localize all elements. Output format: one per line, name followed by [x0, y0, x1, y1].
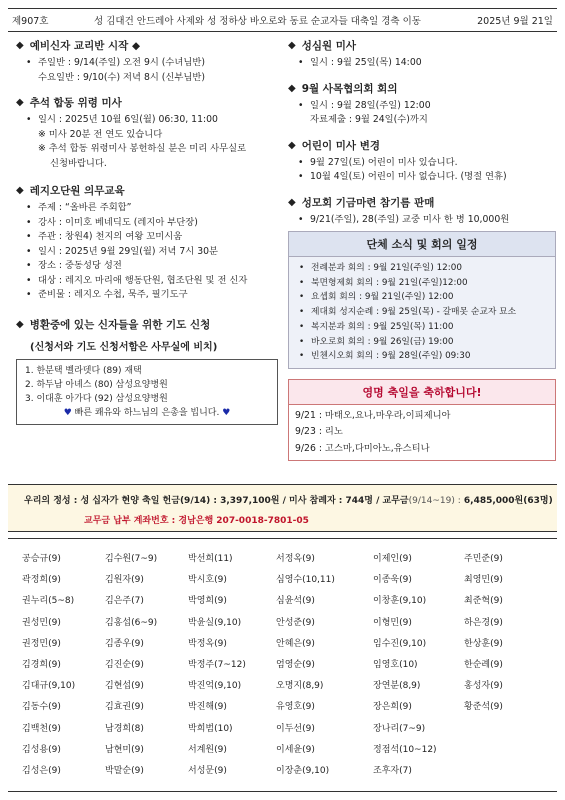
contributor-name: 홍성자(9) [464, 681, 503, 692]
list-item: • 9/21(주일), 28(주일) 교중 미사 한 병 10,000원 [298, 213, 556, 228]
list-item: • 요셉회 회의 : 9월 21일(주일) 12:00 [299, 290, 555, 305]
list-item: • 복지분과 회의 : 9월 25일(목) 11:00 [299, 320, 555, 335]
diamond-icon: ◆ [16, 185, 24, 196]
contributor-name: 김종우(9) [105, 638, 144, 649]
contributor-name: 최영민(9) [464, 575, 503, 586]
section-title-prayer: ◆ 병환중에 있는 신자들을 위한 기도 신청 [16, 318, 211, 331]
left-column [16, 38, 278, 425]
council-list [288, 99, 556, 114]
contributor-name: 이제인(9) [373, 554, 412, 564]
contributor-name: 김진순(9) [105, 659, 144, 670]
contributor-name: 정점석(10~12) [373, 744, 437, 755]
birthday-title: 영명 축일을 축하합니다! [289, 380, 555, 405]
list-item: • 빈첸시오회 회의 : 9월 28일(주일) 09:30 [299, 349, 555, 364]
list-item: • 주일반 : 9/14(주일) 오전 9시 (수녀님반) [26, 56, 278, 71]
birthday-row: 9/21 : 마태오,요나,마우라,이피제니아 [295, 409, 451, 421]
contributor-name: 김백천(9) [22, 723, 61, 734]
section-title-council: ◆ 9월 사목협의회 회의 [288, 82, 398, 95]
contributor-name: 조후자(7) [373, 765, 412, 776]
list-item: • 주관 : 창원4) 천지의 여왕 꼬미시움 [26, 230, 278, 245]
contributor-name: 이세윤(9) [276, 744, 315, 755]
contributor-name: 김은주(7) [105, 596, 144, 607]
contributor-name: 안혜은(9) [276, 638, 315, 649]
contributor-name: 이종욱(9) [373, 575, 412, 586]
fund-list [288, 213, 556, 228]
memorial-note: ※ 추석 합동 위령미사 봉헌하실 분은 미리 사무실로 [38, 143, 247, 154]
contributor-name: 박윤실(9,10) [188, 617, 242, 628]
contributor-name: 남현미(9) [105, 744, 144, 755]
diamond-icon: ◆ [288, 139, 296, 151]
account-number: 교무금 납부 계좌번호 : 경남은행 207-0018-7801-05 [84, 516, 309, 526]
diamond-icon: ◆ [16, 318, 24, 330]
contributor-name: 박말순(9) [105, 765, 144, 776]
diamond-icon: ◆ [16, 40, 24, 51]
contributor-name: 임수진(9,10) [373, 638, 427, 649]
prayer-subtitle: (신청서와 기도 신청서함은 사무실에 비치) [30, 341, 218, 353]
contributor-name: 김성용(9) [22, 744, 61, 755]
list-item: • 일시 : 2025년 10월 6일(월) 06:30, 11:00 [26, 113, 278, 128]
bulletin-header [8, 8, 557, 32]
heart-icon: ♥ [222, 407, 231, 418]
contributor-name: 장연분(8,9) [373, 681, 421, 692]
contributor-name: 오명지(8,9) [276, 681, 324, 692]
contributor-name: 박진억(9,10) [188, 681, 242, 692]
diamond-icon: ◆ [16, 97, 24, 108]
bulletin-title: 성 김대건 안드레아 사제와 성 정하상 바오로와 동료 순교자들 대축일 경축 이동 [94, 16, 421, 27]
names-column [188, 549, 278, 782]
contributor-name: 서정옥(9) [276, 554, 315, 564]
contributor-name: 한순례(9) [464, 659, 503, 670]
list-item: • 준비물 : 레지오 수첩, 묵주, 필기도구 [26, 288, 278, 303]
list-item: • 10월 4일(토) 어린이 미사 없습니다. (명절 연휴) [298, 170, 556, 185]
contributor-name: 남경희(8) [105, 723, 144, 734]
groups-title: 단체 소식 및 회의 일정 [289, 232, 555, 257]
diamond-icon: ◆ [288, 82, 296, 94]
diamond-icon: ◆ [288, 196, 296, 208]
issue-number: 제907호 [12, 16, 49, 27]
contributor-name: 곽정희(9) [22, 575, 61, 586]
prayer-item: 2. 하두남 아녜스 (80) 삼성요양병원 [25, 379, 168, 390]
section-title-memorial: ◆ 추석 합동 위령 미사 [16, 97, 122, 109]
groups-box [288, 231, 556, 369]
heart-icon: ♥ [63, 407, 72, 418]
prayer-item: 3. 이대훈 아가다 (92) 삼성요양병원 [25, 393, 168, 404]
contributor-name: 임영호(10) [373, 659, 418, 670]
contributor-name: 하은경(9) [464, 617, 503, 628]
contributor-name: 이두선(9) [276, 723, 315, 734]
contributor-name: 서계원(9) [188, 744, 227, 755]
section-title-fund: ◆ 성모회 기금마련 참기름 판매 [288, 196, 435, 209]
names-column [22, 549, 112, 782]
birthday-box [288, 379, 556, 462]
contributor-name: 유영호(9) [276, 702, 315, 713]
list-item: • 북면형제회 회의 : 9월 21일(주일)12:00 [299, 276, 555, 291]
contributor-name: 김효권(9) [105, 702, 144, 713]
names-column [105, 549, 195, 782]
contributor-name: 권정민(9) [22, 638, 61, 649]
contributor-name: 한상훈(9) [464, 638, 503, 649]
section-title-baptism: ◆ 예비신자 교리반 시작 ◆ [16, 40, 141, 52]
contributor-name: 박선희(11) [188, 554, 233, 564]
contributor-name: 권누리(5~8) [22, 596, 75, 607]
contributor-name: 박정옥(9) [188, 638, 227, 649]
section-title-kids: ◆ 어린이 미사 변경 [288, 139, 381, 152]
groups-list [289, 261, 555, 364]
contributor-name: 심영수(10,11) [276, 575, 335, 586]
list-item: • 9월 27일(토) 어린이 미사 있습니다. [298, 156, 556, 171]
list-item: • 제대회 성지순례 : 9월 25일(목) - 갈매못 순교자 묘소 [299, 305, 555, 320]
contributor-name: 김홍섭(6~9) [105, 617, 158, 628]
contributor-name: 김원자(9) [105, 575, 144, 586]
list-item: • 주제 : “올바른 주회합” [26, 201, 278, 216]
list-item: • 바오로회 회의 : 9월 26일(금) 19:00 [299, 335, 555, 350]
baptism-list [16, 56, 278, 85]
list-item: • 일시 : 9월 25일(목) 14:00 [298, 56, 556, 71]
finance-summary: 우리의 정성 : 성 십자가 현양 축일 헌금(9/14) : 3,397,100원 / 미사 참례자 : 744명 / 교무금(9/14~19) : 6,485,000원(63명) [24, 496, 553, 506]
memorial-note: ※ 미사 20분 전 연도 있습니다 [38, 128, 163, 140]
prayer-item: 1. 한분택 벨라뎃다 (89) 재택 [25, 365, 142, 376]
names-column [373, 549, 463, 782]
legio-list [16, 201, 278, 303]
contributor-name: 엄영순(9) [276, 659, 315, 670]
contributor-name: 장나리(7~9) [373, 723, 426, 734]
section-title-legio: ◆ 레지오단원 의무교육 [16, 185, 125, 197]
names-column [276, 549, 366, 782]
sungsim-list [288, 56, 556, 71]
contributor-name: 권성민(9) [22, 617, 61, 628]
right-column [288, 38, 556, 461]
contributor-name: 박희범(10) [188, 723, 233, 734]
prayer-box [16, 359, 278, 425]
contributor-name: 김대규(9,10) [22, 681, 76, 692]
contributor-name: 김성은(9) [22, 765, 61, 776]
contributor-name: 장은희(9) [373, 702, 412, 713]
contributor-name: 김현섭(9) [105, 681, 144, 692]
list-item: • 전례분과 회의 : 9월 21일(주일) 12:00 [299, 261, 555, 276]
contributor-name: 황준석(9) [464, 702, 503, 713]
contributor-name: 공승규(9) [22, 554, 61, 564]
contributor-name: 안성준(9) [276, 617, 315, 628]
contributor-name: 주민준(9) [464, 554, 503, 564]
birthday-row: 9/26 : 고스마,다미아노,유스티나 [295, 442, 430, 454]
contributor-name: 이창훈(9,10) [373, 596, 427, 607]
list-item: • 일시 : 9월 28일(주일) 12:00 [298, 99, 556, 114]
contributor-name: 서성문(9) [188, 765, 227, 776]
contributor-names [8, 538, 557, 792]
section-title-sungsim: ◆ 성심원 미사 [288, 40, 357, 52]
contributor-name: 박영희(9) [188, 596, 227, 607]
contributor-name: 박진해(9) [188, 702, 227, 713]
list-item: • 대상 : 레지오 마리애 행동단원, 협조단원 및 전 신자 [26, 274, 278, 289]
prayer-wish: ♥ 빠른 쾌유와 하느님의 은총을 빕니다. ♥ [63, 407, 231, 418]
contributor-name: 박정주(7~12) [188, 659, 246, 670]
list-item: • 일시 : 2025년 9월 29일(월) 저녁 7시 30분 [26, 245, 278, 260]
contributor-name: 심윤석(9) [276, 596, 315, 607]
contributor-name: 김경희(9) [22, 659, 61, 670]
list-item: 수요일반 : 9/10(수) 저녁 8시 (신부님반) [38, 71, 205, 83]
diamond-icon: ◆ [288, 40, 296, 51]
contributor-name: 김동수(9) [22, 702, 61, 713]
contributor-name: 박시호(9) [188, 575, 227, 586]
memorial-note: 신청바랍니다. [50, 157, 107, 169]
council-note: 자료제출 : 9월 24일(수)까지 [310, 114, 428, 125]
kids-list [288, 156, 556, 185]
list-item: • 장소 : 중동성당 성전 [26, 259, 278, 274]
list-item: • 강사 : 이미호 베네딕도 (레지아 부단장) [26, 216, 278, 231]
contributor-name: 김수원(7~9) [105, 554, 158, 564]
bulletin-date: 2025년 9월 21일 [477, 16, 553, 27]
contributor-name: 최준혁(9) [464, 596, 503, 607]
memorial-list [16, 113, 278, 128]
birthday-row: 9/23 : 리노 [295, 426, 343, 438]
names-column [464, 549, 554, 719]
finance-panel [8, 484, 557, 532]
contributor-name: 이형민(9) [373, 617, 412, 628]
contributor-name: 이장춘(9,10) [276, 765, 330, 776]
